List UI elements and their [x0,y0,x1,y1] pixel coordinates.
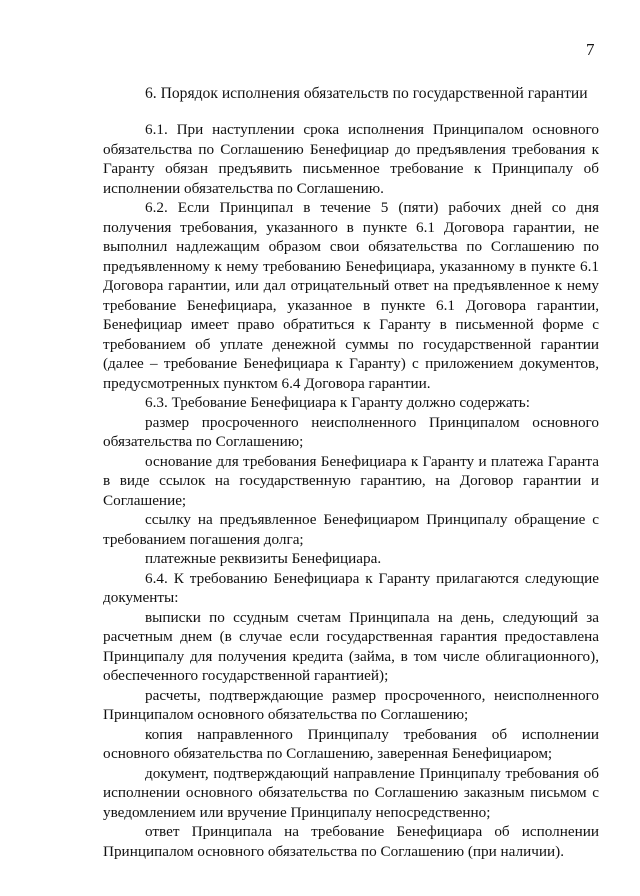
requirement-item-reference: ссылку на предъявленное Бенефициаром Принципалу обращение с требованием погашения долга; [103,511,599,548]
section-heading: 6. Порядок исполнения обязательств по государственной гарантии [145,85,588,102]
attachment-item-delivery-proof: документ, подтверждающий направление Принципалу требования об исполнении основного обязательства по Соглашению заказным письмом с уведомлением или вручение Принципалу непосредственно; [103,764,599,821]
document-body [103,120,599,861]
paragraph-6-3: 6.3. Требование Бенефициара к Гаранту должно содержать: [145,394,530,411]
page-number: 7 [586,40,595,59]
requirement-item-payment-details: платежные реквизиты Бенефициара. [145,550,382,567]
attachment-item-statements: выписки по ссудным счетам Принципала на день, следующий за расчетным днем (в случае если государственная гарантия предоставлена Принципалу для получения кредита (займа, в том числе облигационного), обеспеченного государственной гарантией); [103,608,599,684]
attachment-item-demand-copy: копия направленного Принципалу требования об исполнении основного обязательства по Соглашению, заверенная Бенефициаром; [103,725,599,762]
paragraph-6-2: 6.2. Если Принципал в течение 5 (пяти) рабочих дней со дня получения требования, указанного в пункте 6.1 Договора гарантии, не выполнил надлежащим образом свои обязательства по Соглашению по предъявленному к нему требованию Бенефициара, указанному в пункте 6.1 Договора гарантии, или дал отрицательный ответ на предъявленное к нему требование Бенефициара, указанное в пункте 6.1 Договора гарантии, Бенефициар имеет право обратиться к Гаранту в письменной форме с требованием об уплате денежной суммы по государственной гарантии (далее – требование Бенефициара к Гаранту) с приложением документов, предусмотренных пунктом 6.4 Договора гарантии. [103,199,599,392]
attachment-item-principal-response: ответ Принципала на требование Бенефициара об исполнении Принципалом основного обязательства по Соглашению (при наличии). [103,823,599,860]
attachment-item-calculations: расчеты, подтверждающие размер просроченного, неисполненного Принципалом основного обязательства по Соглашению; [103,686,599,723]
requirement-item-amount: размер просроченного неисполненного Принципалом основного обязательства по Соглашению; [103,413,599,450]
paragraph-6-4: 6.4. К требованию Бенефициара к Гаранту прилагаются следующие документы: [103,569,599,606]
requirement-item-basis: основание для требования Бенефициара к Гаранту и платежа Гаранта в виде ссылок на государственную гарантию, на Договор гарантии и Соглашение; [103,452,599,509]
paragraph-6-1: 6.1. При наступлении срока исполнения Принципалом основного обязательства по Соглашению Бенефициар до предъявления требования к Гаранту обязан предъявить письменное требование к Принципалу об исполнении обязательства по Соглашению. [103,121,599,197]
